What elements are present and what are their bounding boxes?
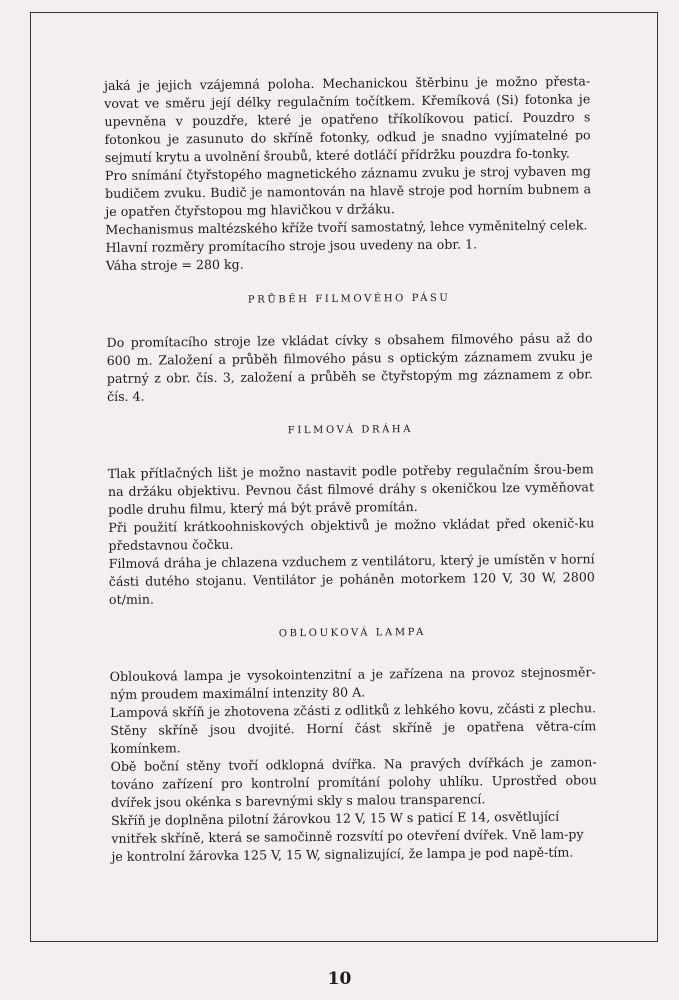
- paragraph: Lampová skříň je zhotovena zčásti z odlitků z lehkého kovu, zčásti z plechu. Stěny skříně jsou dvojité. Horní část skříně je opatřena větra-cím komínkem.: [110, 700, 597, 756]
- paragraph: Oblouková lampa je vysokointenzitní a je zařízena na provoz stejnosměr-ným proudem maximální intenzity 80 A.: [109, 664, 596, 702]
- section-heading-arc-lamp: OBLOUKOVÁ LAMPA: [278, 626, 426, 640]
- paragraph: jaká je jejich vzájemná poloha. Mechanickou štěrbinu je možno přesta-vovat ve směru její délky regulačním točítkem. Křemíková (Si) fotonka je upevněna v pouzdře, které je opatřeno tříkolíkovou paticí. Pouzdro s fotonkou je zasunuto do skříně fotonky, odkud je snadno vyjímatelné po sejmutí krytu a uvolnění šroubů, které dotláčí přídržku pouzdra fo-tonky.: [104, 73, 591, 165]
- paragraph: Obě boční stěny tvoří odklopná dvířka. Na pravých dvířkách je zamon-továno zařízení pro kontrolní promítání polohy uhlíku. Uprostřed obou dvířek jsou okénka s barevnými skly s malou transparencí.: [110, 754, 597, 810]
- section-heading-film-track: FILMOVÁ DRÁHA: [287, 424, 414, 437]
- paragraph: Hlavní rozměry promítacího stroje jsou uvedeny na obr. 1.: [105, 236, 478, 255]
- text-body: [104, 72, 598, 866]
- paragraph: Do promítacího stroje lze vkládat cívky s obsahem filmového pásu až do 600 m. Založení a průběh filmového pásu s optickým záznamem zvuku je patrný z obr. čís. 3, založení a průběh se čtyřstopým mg záznamem z obr. čís. 4.: [106, 330, 593, 404]
- paragraph: Při použití krátkoohniskových objektivů je možno vkládat před okenič-ku představnou čočku.: [108, 515, 595, 553]
- page-number: 10: [327, 969, 352, 989]
- section-heading-film-path: PRŮBĚH FILMOVÉHO PÁSU: [247, 292, 451, 306]
- paragraph: Skříň je doplněna pilotní žárovkou 12 V, 15 W s paticí E 14, osvětlující vnitřek skříně, která se samočinně rozsvítí po otevření dvířek. Vně lam-py je kontrolní žárovka 125 V, 15 W, signalizující, že lampa je pod napě-tím.: [111, 808, 584, 864]
- paragraph: Filmová dráha je chlazena vzduchem z ventilátoru, který je umístěn v horní části dutého stojanu. Ventilátor je poháněn motorkem 120 V, 30 W, 2800 ot/min.: [108, 551, 595, 607]
- paragraph: Mechanismus maltézského kříže tvoří samostatný, lehce vyměnitelný celek.: [105, 217, 588, 237]
- paragraph: Váha stroje = 280 kg.: [105, 256, 244, 273]
- paragraph: Tlak přítlačných lišt je možno nastavit podle potřeby regulačním šrou-bem na držáku objektivu. Pevnou část filmové dráhy s okeničkou lze vyměňovat podle druhu filmu, který má být právě promítán.: [107, 461, 595, 517]
- paragraph: Pro snímání čtyřstopého magnetického záznamu zvuku je stroj vybaven mg budičem zvuku. Budič je namontován na hlavě stroje pod horním bubnem a je opatřen čtyřstopou mg hlavičkou v držáku.: [104, 163, 592, 219]
